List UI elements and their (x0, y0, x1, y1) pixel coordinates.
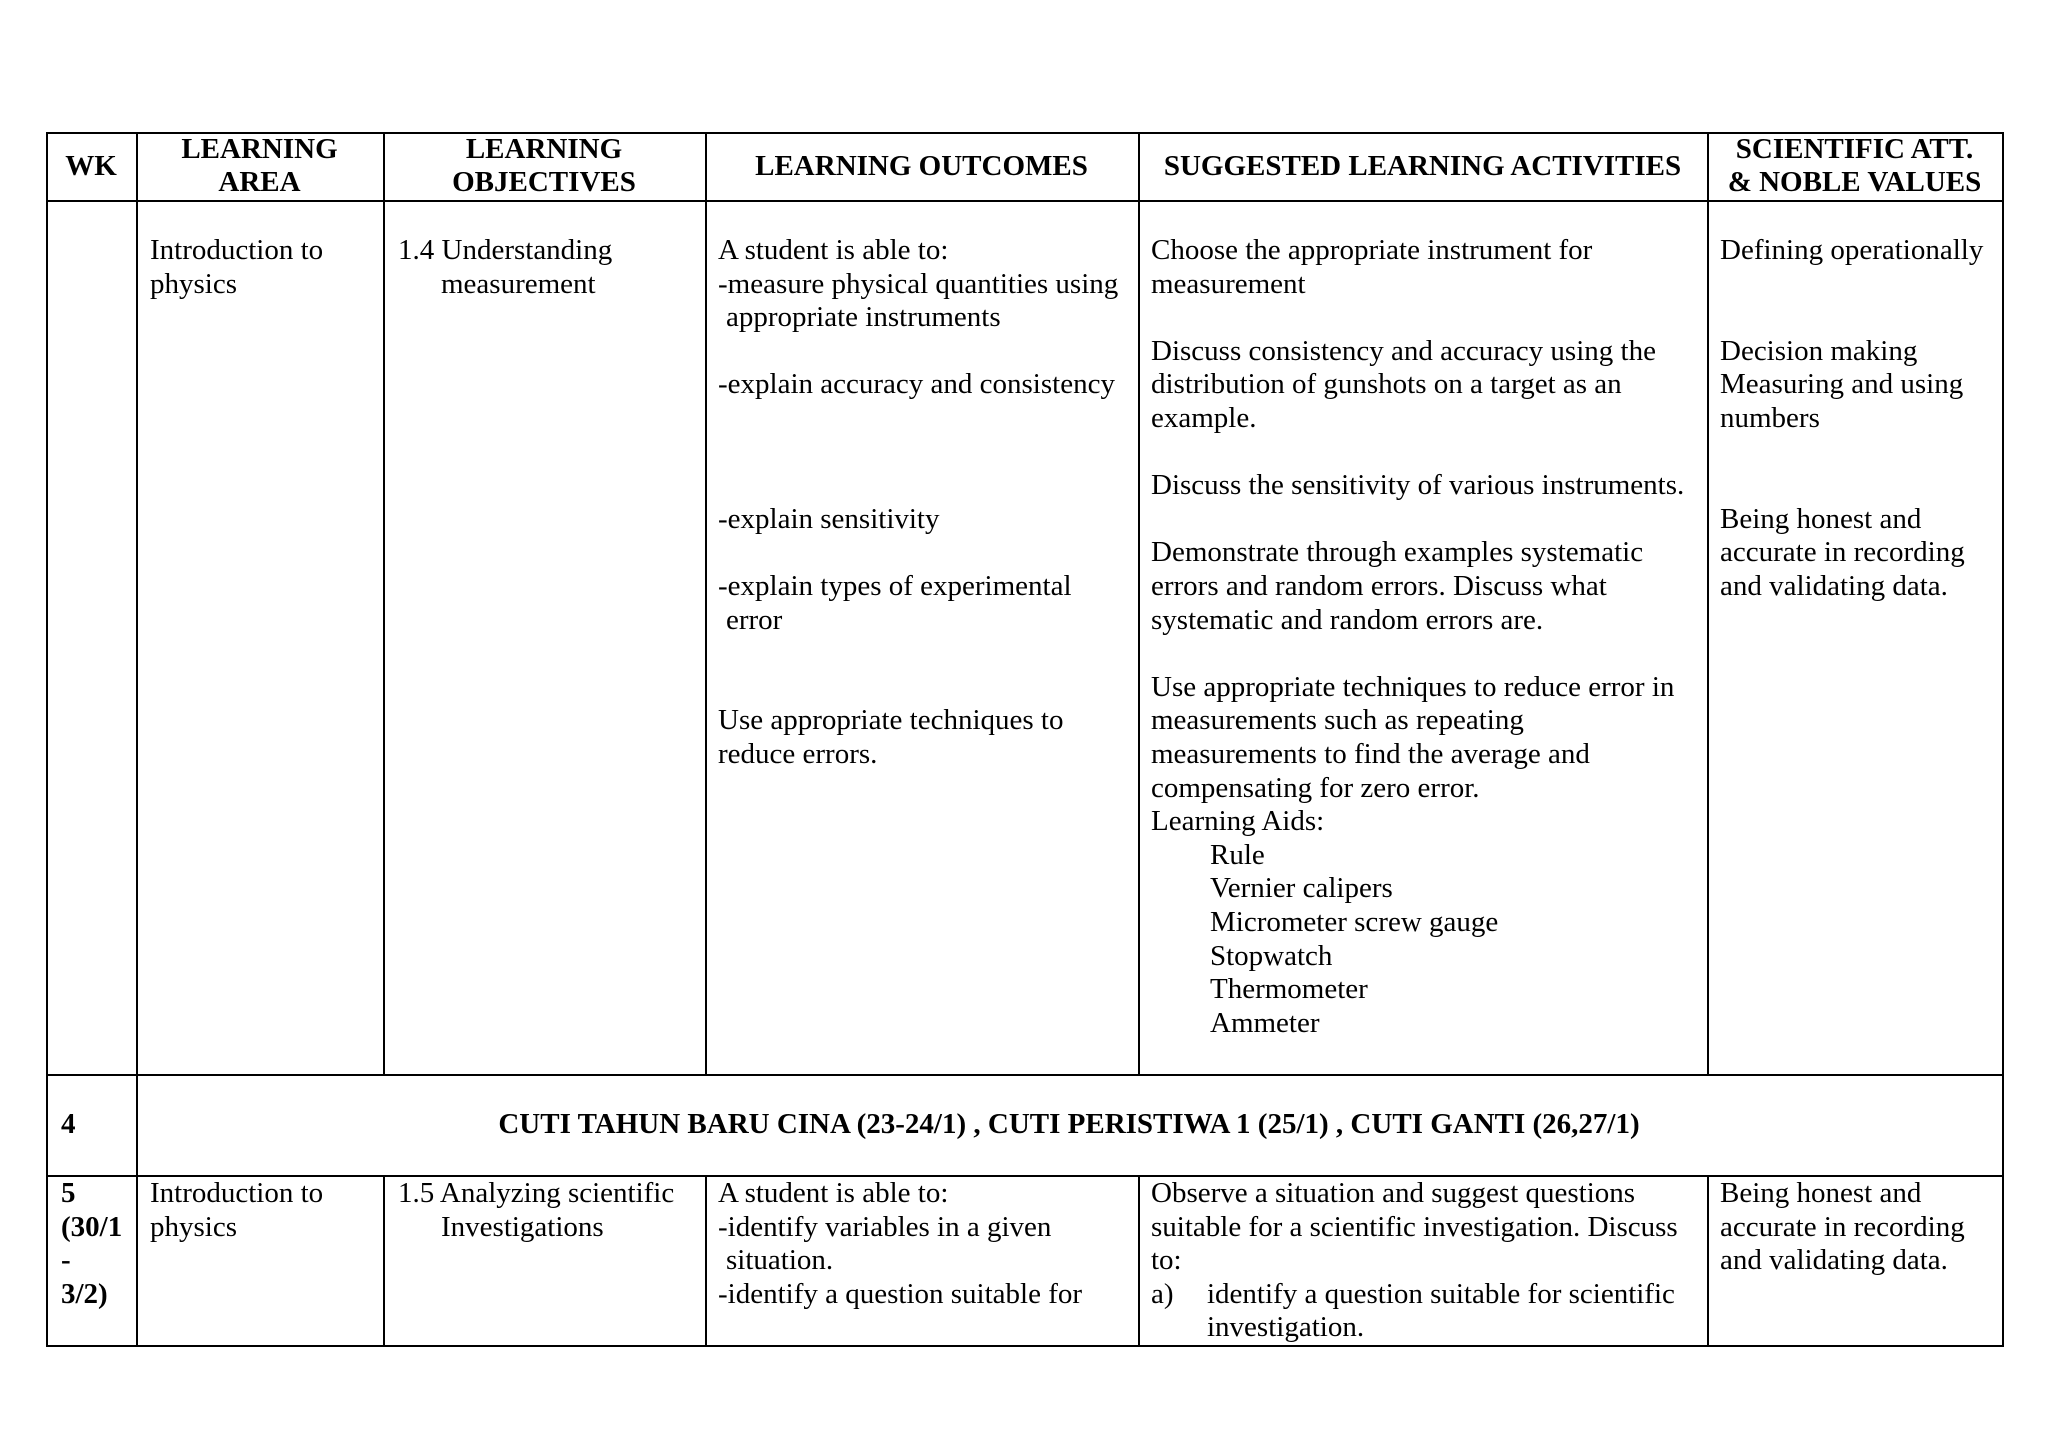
activity-line: errors and random errors. Discuss what (1151, 570, 1607, 602)
header-label-line: SUGGESTED LEARNING ACTIVITIES (1163, 149, 1682, 182)
row1-wk-cell (61, 234, 131, 1064)
attitude-line: and validating data. (1720, 570, 1948, 602)
table-border-left (46, 132, 48, 1347)
header-learning-area (136, 132, 383, 200)
attitude-line: Defining operationally (1720, 234, 1984, 266)
outcome-line: -explain accuracy and consistency (718, 368, 1115, 401)
column-divider (1707, 1175, 1709, 1347)
objective-line: measurement (441, 267, 596, 300)
activity-line: measurement (1151, 267, 1306, 300)
learning-aids-label: Learning Aids: (1151, 805, 1325, 838)
header-learning-objectives (383, 132, 705, 200)
header-learning-outcomes (705, 132, 1138, 200)
outcome-line: -identify a question suitable for (718, 1277, 1083, 1310)
outcome-line: reduce errors. (718, 738, 878, 770)
learning-aid-item: Stopwatch (1210, 939, 1333, 972)
header-label-line: SCIENTIFIC ATT. (1735, 133, 1974, 166)
outcome-line: -identify variables in a given (718, 1210, 1052, 1243)
outcome-line: appropriate instruments (726, 301, 1001, 334)
outcome-line: situation. (726, 1244, 834, 1277)
week-line: 5 (61, 1177, 76, 1209)
activity-line: example. (1151, 402, 1257, 434)
objective-line: 1.4 Understanding (398, 234, 613, 266)
activity-line: Use appropriate techniques to reduce error in (1151, 670, 1675, 703)
header-wk (46, 132, 136, 200)
row-divider (46, 1074, 2004, 1076)
header-label-line: LEARNING (181, 133, 338, 166)
week-number: 4 (61, 1108, 76, 1140)
objective-line: Investigations (441, 1210, 604, 1243)
header-label-line: OBJECTIVES (452, 166, 636, 198)
activity-line: systematic and random errors are. (1151, 603, 1544, 636)
activity-line: distribution of gunshots on a target as an (1151, 368, 1622, 401)
header-scientific-attitudes (1707, 132, 2002, 200)
learning-aid-item: Ammeter (1210, 1006, 1320, 1039)
activity-item-line: investigation. (1207, 1311, 1365, 1344)
table-border-bottom (46, 1345, 2004, 1347)
activity-line: Demonstrate through examples systematic (1151, 536, 1644, 569)
header-label-line: LEARNING (465, 133, 623, 166)
column-divider (383, 1175, 385, 1347)
header-label-line: & NOBLE VALUES (1727, 166, 1982, 198)
outcome-line: A student is able to: (718, 1177, 949, 1209)
header-suggested-learning-activities (1138, 132, 1707, 200)
activity-line: Observe a situation and suggest questions (1151, 1177, 1636, 1209)
outcome-line: A student is able to: (718, 234, 949, 266)
attitude-line: Being honest and (1720, 1177, 1922, 1209)
activity-item-marker: a) (1151, 1277, 1174, 1310)
activity-line: Discuss the sensitivity of various instruments. (1151, 469, 1685, 502)
outcome-line: -measure physical quantities using (718, 267, 1119, 300)
holiday-note: CUTI TAHUN BARU CINA (23-24/1) , CUTI PERISTIWA 1 (25/1) , CUTI GANTI (26,27/1) (498, 1108, 1640, 1140)
column-divider (136, 132, 138, 1347)
column-divider (1138, 132, 1140, 1076)
outcome-line: error (726, 603, 783, 636)
outcome-line: -explain types of experimental (718, 570, 1072, 602)
activity-line: compensating for zero error. (1151, 771, 1480, 804)
outcome-line: Use appropriate techniques to (718, 704, 1064, 737)
week-line: 3/2) (61, 1277, 108, 1310)
column-divider (383, 132, 385, 1076)
activity-line: Discuss consistency and accuracy using the (1151, 334, 1656, 367)
week-line: - (61, 1244, 71, 1277)
learning-aid-item: Micrometer screw gauge (1210, 906, 1499, 938)
header-label-line: AREA (218, 166, 301, 198)
learning-aid-item: Vernier calipers (1210, 872, 1393, 905)
attitude-line: and validating data. (1720, 1244, 1948, 1277)
attitude-line: Being honest and (1720, 502, 1922, 535)
week-line: (30/1 (61, 1210, 123, 1243)
learning-aid-item: Thermometer (1210, 973, 1368, 1006)
column-divider (705, 132, 707, 1076)
learning-area-line: physics (150, 267, 237, 300)
attitude-line: Decision making (1720, 334, 1918, 367)
attitude-line: accurate in recording (1720, 536, 1965, 569)
activity-line: suitable for a scientific investigation. Discuss (1151, 1210, 1678, 1243)
attitude-line: numbers (1720, 402, 1820, 434)
column-divider (1707, 132, 1709, 1076)
objective-line: 1.5 Analyzing scientific (398, 1177, 675, 1209)
column-divider (1138, 1175, 1140, 1347)
table-border-right (2002, 132, 2004, 1347)
activity-line: to: (1151, 1244, 1182, 1277)
activity-line: Choose the appropriate instrument for (1151, 234, 1593, 266)
learning-aid-item: Rule (1210, 838, 1265, 871)
learning-area-line: physics (150, 1210, 237, 1243)
activity-line: measurements such as repeating (1151, 704, 1524, 737)
header-divider (46, 200, 2004, 202)
outcome-line: -explain sensitivity (718, 502, 940, 535)
row-divider (46, 1175, 2004, 1177)
attitude-line: accurate in recording (1720, 1210, 1965, 1243)
column-divider (705, 1175, 707, 1347)
learning-area-line: Introduction to (150, 234, 324, 266)
header-label-line: LEARNING OUTCOMES (755, 149, 1088, 182)
activity-item-line: identify a question suitable for scientific (1207, 1277, 1675, 1310)
learning-area-line: Introduction to (150, 1177, 324, 1209)
activity-line: measurements to find the average and (1151, 738, 1590, 770)
attitude-line: Measuring and using (1720, 368, 1964, 401)
header-wk-label: WK (65, 149, 117, 182)
